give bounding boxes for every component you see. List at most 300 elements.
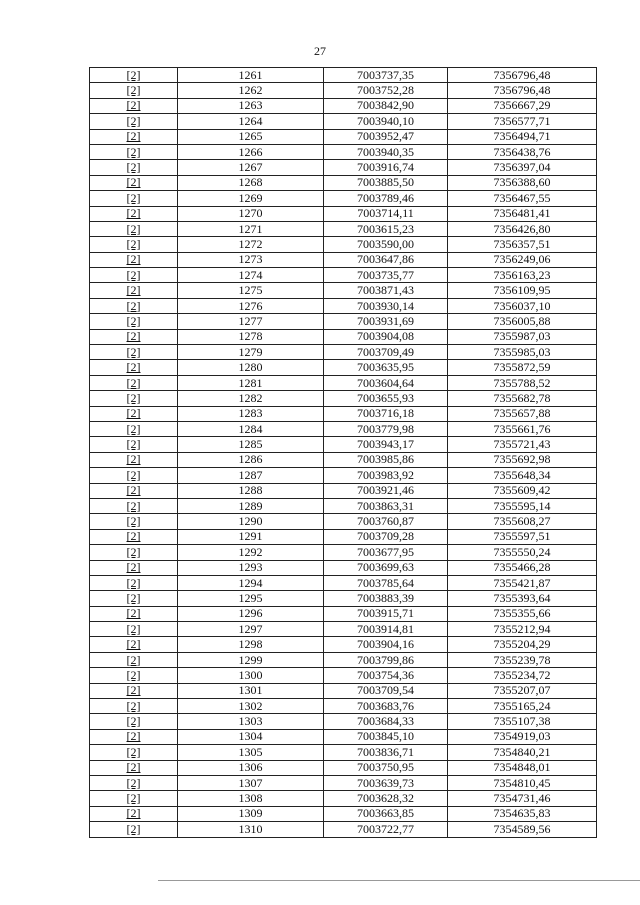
table-row — [90, 160, 597, 175]
ref-cell — [90, 652, 178, 667]
x-coordinate-cell: 7003915,71 — [324, 606, 448, 621]
point-number-cell: 1277 — [178, 314, 324, 329]
y-coordinate-cell: 7355597,51 — [448, 529, 597, 544]
x-coordinate-cell: 7003940,10 — [324, 114, 448, 129]
reference-label: [2] — [126, 744, 141, 759]
table-row — [90, 360, 597, 375]
point-number-cell: 1299 — [178, 652, 324, 667]
y-coordinate-cell: 7355987,03 — [448, 329, 597, 344]
x-coordinate-cell: 7003985,86 — [324, 452, 448, 467]
ref-cell — [90, 237, 178, 252]
ref-cell — [90, 175, 178, 190]
point-number-cell: 1300 — [178, 668, 324, 683]
point-number-cell: 1287 — [178, 468, 324, 483]
y-coordinate-cell: 7355788,52 — [448, 375, 597, 390]
y-coordinate-cell: 7356467,55 — [448, 191, 597, 206]
table-row — [90, 345, 597, 360]
point-number-cell: 1293 — [178, 560, 324, 575]
reference-label: [2] — [126, 575, 141, 590]
reference-label: [2] — [126, 667, 141, 682]
x-coordinate-cell: 7003699,63 — [324, 560, 448, 575]
reference-label: [2] — [126, 560, 141, 575]
reference-label: [2] — [126, 236, 141, 251]
ref-cell — [90, 68, 178, 83]
reference-label: [2] — [126, 406, 141, 421]
point-number-cell: 1278 — [178, 329, 324, 344]
table-row — [90, 98, 597, 113]
table-row — [90, 729, 597, 744]
y-coordinate-cell: 7356796,48 — [448, 83, 597, 98]
point-number-cell: 1281 — [178, 375, 324, 390]
ref-cell — [90, 129, 178, 144]
y-coordinate-cell: 7356109,95 — [448, 283, 597, 298]
y-coordinate-cell: 7354635,83 — [448, 806, 597, 821]
y-coordinate-cell: 7355207,07 — [448, 683, 597, 698]
reference-label: [2] — [126, 483, 141, 498]
y-coordinate-cell: 7356577,71 — [448, 114, 597, 129]
x-coordinate-cell: 7003904,16 — [324, 637, 448, 652]
y-coordinate-cell: 7355204,29 — [448, 637, 597, 652]
point-number-cell: 1303 — [178, 714, 324, 729]
reference-label: [2] — [126, 390, 141, 405]
point-number-cell: 1290 — [178, 514, 324, 529]
point-number-cell: 1279 — [178, 345, 324, 360]
y-coordinate-cell: 7354731,46 — [448, 791, 597, 806]
ref-cell — [90, 729, 178, 744]
y-coordinate-cell: 7355648,34 — [448, 468, 597, 483]
table-row — [90, 699, 597, 714]
table-row — [90, 68, 597, 83]
reference-label: [2] — [126, 252, 141, 267]
reference-label: [2] — [126, 514, 141, 529]
point-number-cell: 1296 — [178, 606, 324, 621]
ref-cell — [90, 468, 178, 483]
reference-label: [2] — [126, 283, 141, 298]
y-coordinate-cell: 7356426,80 — [448, 221, 597, 236]
x-coordinate-cell: 7003709,54 — [324, 683, 448, 698]
ref-cell — [90, 545, 178, 560]
x-coordinate-cell: 7003628,32 — [324, 791, 448, 806]
ref-cell — [90, 268, 178, 283]
x-coordinate-cell: 7003842,90 — [324, 98, 448, 113]
x-coordinate-cell: 7003931,69 — [324, 314, 448, 329]
reference-label: [2] — [126, 329, 141, 344]
reference-label: [2] — [126, 590, 141, 605]
y-coordinate-cell: 7356163,23 — [448, 268, 597, 283]
x-coordinate-cell: 7003639,73 — [324, 775, 448, 790]
x-coordinate-cell: 7003921,46 — [324, 483, 448, 498]
y-coordinate-cell: 7355239,78 — [448, 652, 597, 667]
reference-label: [2] — [126, 344, 141, 359]
ref-cell — [90, 822, 178, 837]
reference-label: [2] — [126, 791, 141, 806]
y-coordinate-cell: 7356796,48 — [448, 68, 597, 83]
ref-cell — [90, 668, 178, 683]
table-row — [90, 529, 597, 544]
y-coordinate-cell: 7355421,87 — [448, 575, 597, 590]
ref-cell — [90, 98, 178, 113]
point-number-cell: 1286 — [178, 452, 324, 467]
point-number-cell: 1292 — [178, 545, 324, 560]
x-coordinate-cell: 7003750,95 — [324, 760, 448, 775]
y-coordinate-cell: 7355608,27 — [448, 514, 597, 529]
table-row — [90, 791, 597, 806]
ref-cell — [90, 806, 178, 821]
point-number-cell: 1264 — [178, 114, 324, 129]
y-coordinate-cell: 7354810,45 — [448, 775, 597, 790]
ref-cell — [90, 745, 178, 760]
reference-label: [2] — [126, 821, 141, 836]
x-coordinate-cell: 7003983,92 — [324, 468, 448, 483]
ref-cell — [90, 498, 178, 513]
x-coordinate-cell: 7003735,77 — [324, 268, 448, 283]
page-number: 27 — [314, 44, 326, 58]
table-row — [90, 652, 597, 667]
reference-label: [2] — [126, 452, 141, 467]
ref-cell — [90, 637, 178, 652]
reference-label: [2] — [126, 606, 141, 621]
table-row — [90, 545, 597, 560]
reference-label: [2] — [126, 190, 141, 205]
table-row — [90, 806, 597, 821]
table-row — [90, 668, 597, 683]
ref-cell — [90, 529, 178, 544]
point-number-cell: 1308 — [178, 791, 324, 806]
ref-cell — [90, 298, 178, 313]
table-row — [90, 221, 597, 236]
x-coordinate-cell: 7003590,00 — [324, 237, 448, 252]
ref-cell — [90, 760, 178, 775]
x-coordinate-cell: 7003863,31 — [324, 498, 448, 513]
ref-cell — [90, 329, 178, 344]
y-coordinate-cell: 7355661,76 — [448, 421, 597, 436]
x-coordinate-cell: 7003714,11 — [324, 206, 448, 221]
x-coordinate-cell: 7003845,10 — [324, 729, 448, 744]
reference-label: [2] — [126, 529, 141, 544]
reference-label: [2] — [126, 621, 141, 636]
reference-label: [2] — [126, 298, 141, 313]
table-row — [90, 237, 597, 252]
reference-label: [2] — [126, 760, 141, 775]
y-coordinate-cell: 7356438,76 — [448, 144, 597, 159]
x-coordinate-cell: 7003752,28 — [324, 83, 448, 98]
y-coordinate-cell: 7355355,66 — [448, 606, 597, 621]
x-coordinate-cell: 7003785,64 — [324, 575, 448, 590]
x-coordinate-cell: 7003943,17 — [324, 437, 448, 452]
point-number-cell: 1288 — [178, 483, 324, 498]
point-number-cell: 1283 — [178, 406, 324, 421]
point-number-cell: 1304 — [178, 729, 324, 744]
point-number-cell: 1309 — [178, 806, 324, 821]
reference-label: [2] — [126, 775, 141, 790]
table-row — [90, 191, 597, 206]
y-coordinate-cell: 7354840,21 — [448, 745, 597, 760]
ref-cell — [90, 683, 178, 698]
x-coordinate-cell: 7003885,50 — [324, 175, 448, 190]
coordinates-table-body — [90, 68, 597, 838]
reference-label: [2] — [126, 421, 141, 436]
y-coordinate-cell: 7355872,59 — [448, 360, 597, 375]
y-coordinate-cell: 7356667,29 — [448, 98, 597, 113]
ref-cell — [90, 83, 178, 98]
x-coordinate-cell: 7003663,85 — [324, 806, 448, 821]
table-row — [90, 314, 597, 329]
reference-label: [2] — [126, 729, 141, 744]
y-coordinate-cell: 7355107,38 — [448, 714, 597, 729]
x-coordinate-cell: 7003684,33 — [324, 714, 448, 729]
reference-label: [2] — [126, 267, 141, 282]
ref-cell — [90, 560, 178, 575]
reference-label: [2] — [126, 83, 141, 98]
point-number-cell: 1295 — [178, 591, 324, 606]
y-coordinate-cell: 7355393,64 — [448, 591, 597, 606]
table-row — [90, 683, 597, 698]
x-coordinate-cell: 7003789,46 — [324, 191, 448, 206]
table-row — [90, 175, 597, 190]
table-row — [90, 298, 597, 313]
point-number-cell: 1273 — [178, 252, 324, 267]
ref-cell — [90, 206, 178, 221]
table-row — [90, 252, 597, 267]
x-coordinate-cell: 7003683,76 — [324, 699, 448, 714]
reference-label: [2] — [126, 652, 141, 667]
point-number-cell: 1298 — [178, 637, 324, 652]
ref-cell — [90, 406, 178, 421]
bottom-divider — [158, 880, 640, 881]
table-row — [90, 775, 597, 790]
x-coordinate-cell: 7003940,35 — [324, 144, 448, 159]
point-number-cell: 1268 — [178, 175, 324, 190]
x-coordinate-cell: 7003883,39 — [324, 591, 448, 606]
reference-label: [2] — [126, 144, 141, 159]
ref-cell — [90, 114, 178, 129]
point-number-cell: 1302 — [178, 699, 324, 714]
coordinates-table — [89, 67, 597, 838]
reference-label: [2] — [126, 175, 141, 190]
reference-label: [2] — [126, 160, 141, 175]
ref-cell — [90, 699, 178, 714]
table-row — [90, 391, 597, 406]
reference-label: [2] — [126, 313, 141, 328]
table-row — [90, 452, 597, 467]
point-number-cell: 1280 — [178, 360, 324, 375]
reference-label: [2] — [126, 806, 141, 821]
table-row — [90, 206, 597, 221]
point-number-cell: 1301 — [178, 683, 324, 698]
table-row — [90, 468, 597, 483]
ref-cell — [90, 160, 178, 175]
reference-label: [2] — [126, 714, 141, 729]
table-row — [90, 421, 597, 436]
table-row — [90, 514, 597, 529]
point-number-cell: 1291 — [178, 529, 324, 544]
x-coordinate-cell: 7003647,86 — [324, 252, 448, 267]
table-row — [90, 575, 597, 590]
ref-cell — [90, 221, 178, 236]
table-row — [90, 329, 597, 344]
y-coordinate-cell: 7355234,72 — [448, 668, 597, 683]
table-row — [90, 822, 597, 837]
point-number-cell: 1294 — [178, 575, 324, 590]
table-row — [90, 606, 597, 621]
point-number-cell: 1262 — [178, 83, 324, 98]
ref-cell — [90, 421, 178, 436]
ref-cell — [90, 252, 178, 267]
point-number-cell: 1263 — [178, 98, 324, 113]
x-coordinate-cell: 7003779,98 — [324, 421, 448, 436]
y-coordinate-cell: 7355721,43 — [448, 437, 597, 452]
table-row — [90, 268, 597, 283]
x-coordinate-cell: 7003836,71 — [324, 745, 448, 760]
point-number-cell: 1265 — [178, 129, 324, 144]
table-row — [90, 83, 597, 98]
y-coordinate-cell: 7356388,60 — [448, 175, 597, 190]
point-number-cell: 1267 — [178, 160, 324, 175]
y-coordinate-cell: 7355466,28 — [448, 560, 597, 575]
y-coordinate-cell: 7355609,42 — [448, 483, 597, 498]
table-row — [90, 114, 597, 129]
ref-cell — [90, 714, 178, 729]
y-coordinate-cell: 7356249,06 — [448, 252, 597, 267]
ref-cell — [90, 314, 178, 329]
x-coordinate-cell: 7003722,77 — [324, 822, 448, 837]
y-coordinate-cell: 7355657,88 — [448, 406, 597, 421]
table-row — [90, 483, 597, 498]
table-row — [90, 714, 597, 729]
x-coordinate-cell: 7003760,87 — [324, 514, 448, 529]
table-row — [90, 437, 597, 452]
y-coordinate-cell: 7355692,98 — [448, 452, 597, 467]
point-number-cell: 1307 — [178, 775, 324, 790]
reference-label: [2] — [126, 683, 141, 698]
y-coordinate-cell: 7356397,04 — [448, 160, 597, 175]
point-number-cell: 1289 — [178, 498, 324, 513]
point-number-cell: 1266 — [178, 144, 324, 159]
y-coordinate-cell: 7356481,41 — [448, 206, 597, 221]
point-number-cell: 1269 — [178, 191, 324, 206]
reference-label: [2] — [126, 360, 141, 375]
reference-label: [2] — [126, 498, 141, 513]
ref-cell — [90, 606, 178, 621]
reference-label: [2] — [126, 98, 141, 113]
y-coordinate-cell: 7354589,56 — [448, 822, 597, 837]
reference-label: [2] — [126, 698, 141, 713]
point-number-cell: 1271 — [178, 221, 324, 236]
x-coordinate-cell: 7003930,14 — [324, 298, 448, 313]
table-row — [90, 144, 597, 159]
x-coordinate-cell: 7003871,43 — [324, 283, 448, 298]
ref-cell — [90, 591, 178, 606]
ref-cell — [90, 283, 178, 298]
x-coordinate-cell: 7003737,35 — [324, 68, 448, 83]
ref-cell — [90, 360, 178, 375]
x-coordinate-cell: 7003677,95 — [324, 545, 448, 560]
reference-label: [2] — [126, 206, 141, 221]
ref-cell — [90, 452, 178, 467]
table-row — [90, 591, 597, 606]
point-number-cell: 1306 — [178, 760, 324, 775]
y-coordinate-cell: 7356005,88 — [448, 314, 597, 329]
ref-cell — [90, 514, 178, 529]
point-number-cell: 1276 — [178, 298, 324, 313]
x-coordinate-cell: 7003709,49 — [324, 345, 448, 360]
y-coordinate-cell: 7355165,24 — [448, 699, 597, 714]
table-row — [90, 375, 597, 390]
reference-label: [2] — [126, 637, 141, 652]
table-row — [90, 637, 597, 652]
x-coordinate-cell: 7003655,93 — [324, 391, 448, 406]
y-coordinate-cell: 7355682,78 — [448, 391, 597, 406]
ref-cell — [90, 483, 178, 498]
ref-cell — [90, 144, 178, 159]
x-coordinate-cell: 7003754,36 — [324, 668, 448, 683]
ref-cell — [90, 775, 178, 790]
reference-label: [2] — [126, 437, 141, 452]
point-number-cell: 1310 — [178, 822, 324, 837]
y-coordinate-cell: 7356357,51 — [448, 237, 597, 252]
point-number-cell: 1275 — [178, 283, 324, 298]
ref-cell — [90, 345, 178, 360]
ref-cell — [90, 437, 178, 452]
table-row — [90, 745, 597, 760]
table-row — [90, 498, 597, 513]
ref-cell — [90, 575, 178, 590]
ref-cell — [90, 191, 178, 206]
point-number-cell: 1270 — [178, 206, 324, 221]
table-row — [90, 622, 597, 637]
x-coordinate-cell: 7003799,86 — [324, 652, 448, 667]
reference-label: [2] — [126, 113, 141, 128]
ref-cell — [90, 791, 178, 806]
point-number-cell: 1274 — [178, 268, 324, 283]
y-coordinate-cell: 7355985,03 — [448, 345, 597, 360]
x-coordinate-cell: 7003604,64 — [324, 375, 448, 390]
y-coordinate-cell: 7355550,24 — [448, 545, 597, 560]
table-row — [90, 283, 597, 298]
point-number-cell: 1284 — [178, 421, 324, 436]
x-coordinate-cell: 7003904,08 — [324, 329, 448, 344]
ref-cell — [90, 622, 178, 637]
y-coordinate-cell: 7354848,01 — [448, 760, 597, 775]
table-row — [90, 560, 597, 575]
y-coordinate-cell: 7355212,94 — [448, 622, 597, 637]
ref-cell — [90, 375, 178, 390]
reference-label: [2] — [126, 221, 141, 236]
y-coordinate-cell: 7356037,10 — [448, 298, 597, 313]
y-coordinate-cell: 7354919,03 — [448, 729, 597, 744]
table-row — [90, 129, 597, 144]
point-number-cell: 1285 — [178, 437, 324, 452]
reference-label: [2] — [126, 544, 141, 559]
reference-label: [2] — [126, 129, 141, 144]
x-coordinate-cell: 7003635,95 — [324, 360, 448, 375]
y-coordinate-cell: 7355595,14 — [448, 498, 597, 513]
point-number-cell: 1297 — [178, 622, 324, 637]
x-coordinate-cell: 7003952,47 — [324, 129, 448, 144]
reference-label: [2] — [126, 467, 141, 482]
point-number-cell: 1282 — [178, 391, 324, 406]
table-row — [90, 406, 597, 421]
point-number-cell: 1261 — [178, 68, 324, 83]
x-coordinate-cell: 7003914,81 — [324, 622, 448, 637]
x-coordinate-cell: 7003916,74 — [324, 160, 448, 175]
x-coordinate-cell: 7003716,18 — [324, 406, 448, 421]
x-coordinate-cell: 7003709,28 — [324, 529, 448, 544]
reference-label: [2] — [126, 375, 141, 390]
point-number-cell: 1305 — [178, 745, 324, 760]
ref-cell — [90, 391, 178, 406]
y-coordinate-cell: 7356494,71 — [448, 129, 597, 144]
